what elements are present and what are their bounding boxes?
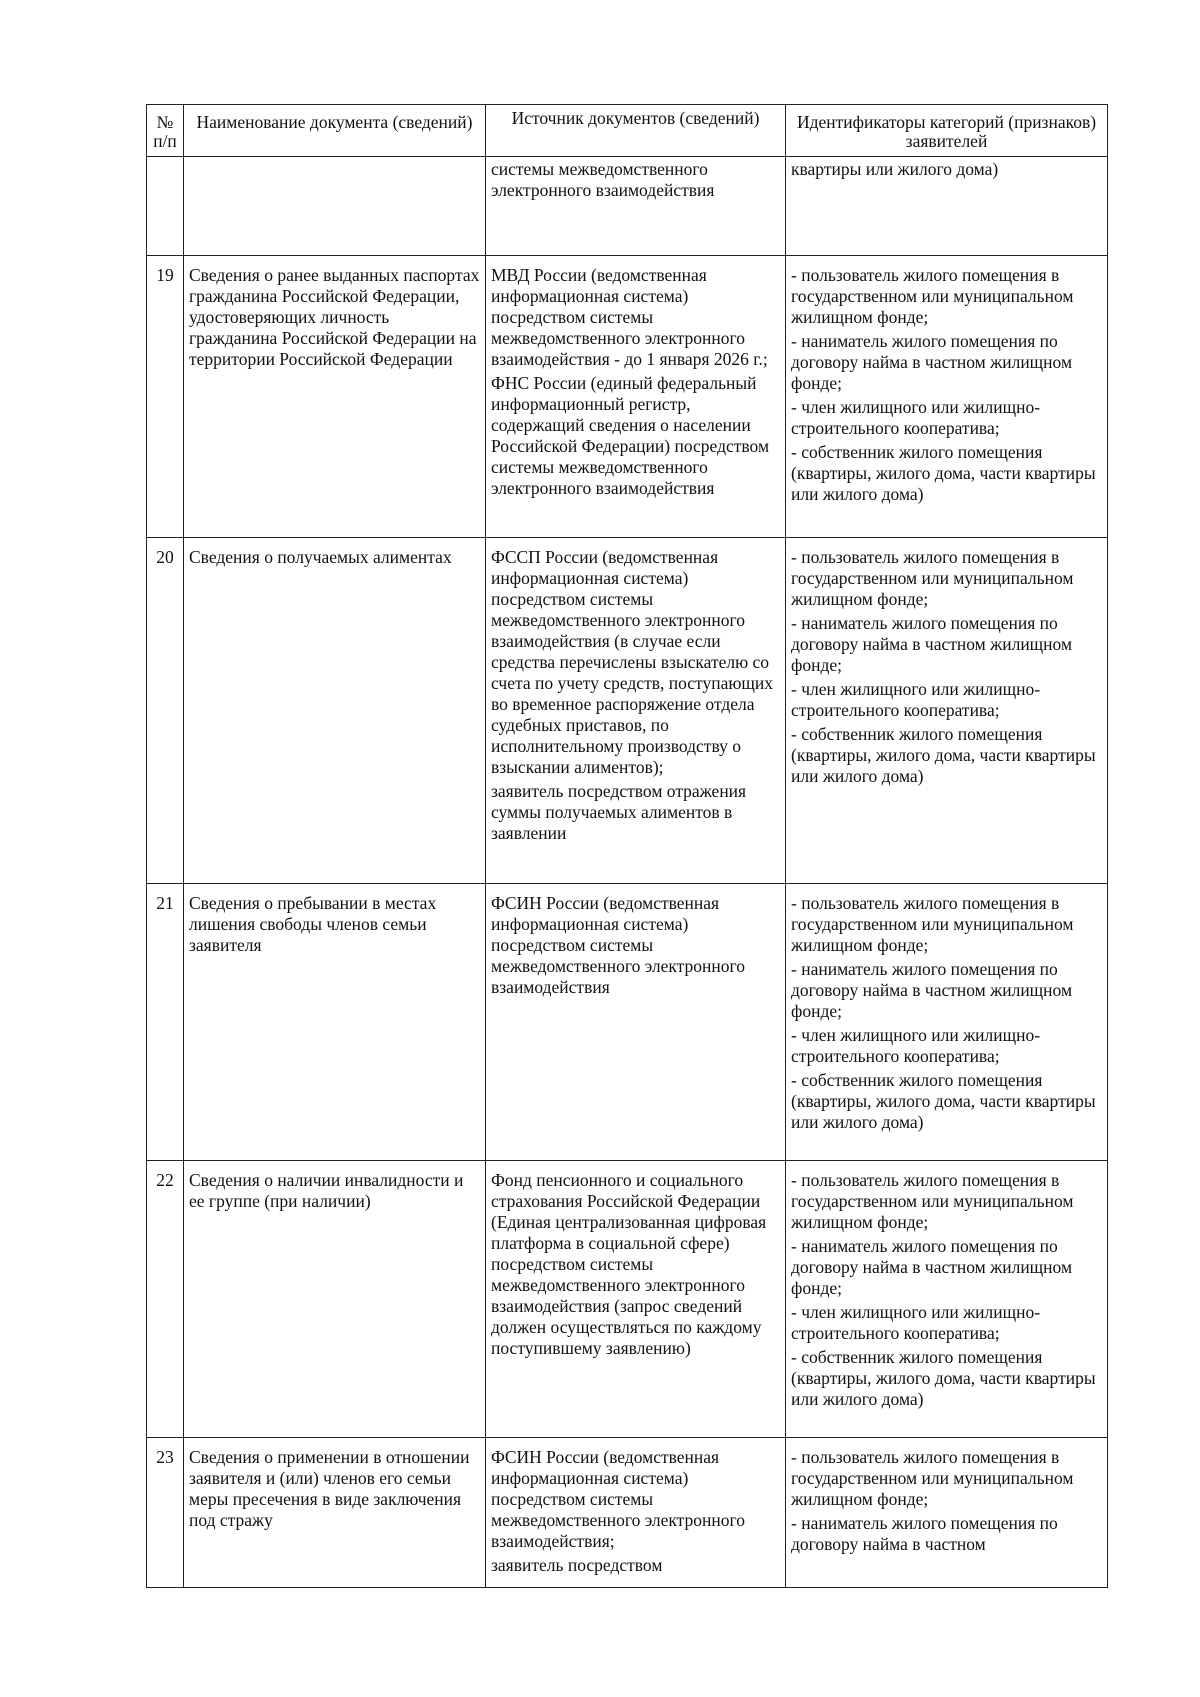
identifier-item: - собственник жилого помещения (квартиры, жилого дома, части квартиры или жилого дома) (791, 1070, 1096, 1132)
identifier-item: - пользователь жилого помещения в государственном или муниципальном жилищном фонде; (791, 893, 1074, 955)
identifiers-cell (786, 1161, 1108, 1438)
continuation-identifiers-cell (786, 157, 1108, 256)
identifier-item: - наниматель жилого помещения по договору найма в частном жилищном фонде; (791, 959, 1073, 1021)
source-paragraph: ФССП России (ведомственная информационная система) посредством системы межведомственного электронного взаимодействия (в случае если средства перечислены взыскателю со счета по учету средств, поступающих во временное распоряжение отдела судебных приставов, по исполнительному производству о взыскании алиментов); (491, 547, 774, 777)
table-row (147, 1161, 1108, 1438)
source-cell (486, 256, 786, 538)
continuation-number-cell (147, 157, 184, 256)
source-cell (486, 884, 786, 1161)
continuation-source-cell (486, 157, 786, 256)
document-name-cell: Сведения о пребывании в местах лишения свободы членов семьи заявителя (184, 884, 486, 1161)
document-name-cell: Сведения о ранее выданных паспортах гражданина Российской Федерации, удостоверяющих личность гражданина Российской Федерации на территории Российской Федерации (184, 256, 486, 538)
identifier-item: - член жилищного или жилищно-строительного кооператива; (791, 1025, 1041, 1066)
identifier-item: - член жилищного или жилищно-строительного кооператива; (791, 679, 1041, 720)
source-cell (486, 538, 786, 884)
identifier-item: - пользователь жилого помещения в государственном или муниципальном жилищном фонде; (791, 265, 1074, 327)
source-cell (486, 1438, 786, 1588)
row-number: 22 (147, 1161, 184, 1438)
identifier-item: - собственник жилого помещения (квартиры, жилого дома, части квартиры или жилого дома) (791, 1347, 1096, 1409)
document-name-cell: Сведения о получаемых алиментах (184, 538, 486, 884)
source-paragraph: ФНС России (единый федеральный информационный регистр, содержащий сведения о населении Российской Федерации) посредством системы межведомственного электронного взаимодействия (491, 373, 770, 498)
identifier-item: - пользователь жилого помещения в государственном или муниципальном жилищном фонде; (791, 1447, 1074, 1509)
row-number: 20 (147, 538, 184, 884)
source-paragraph: заявитель посредством отражения суммы получаемых алиментов в заявлении (491, 781, 747, 843)
header-document-name: Наименование документа (сведений) (184, 105, 486, 157)
source-paragraph: МВД России (ведомственная информационная система) посредством системы межведомственного электронного взаимодействия - до 1 января 2026 г.; (491, 265, 768, 369)
identifiers-cell (786, 884, 1108, 1161)
row-number: 21 (147, 884, 184, 1161)
table-header-row (147, 105, 1108, 157)
identifier-item: - пользователь жилого помещения в государственном или муниципальном жилищном фонде; (791, 547, 1074, 609)
identifier-item: - наниматель жилого помещения по договору найма в частном (791, 1513, 1058, 1554)
row-number: 23 (147, 1438, 184, 1588)
source-paragraph: ФСИН России (ведомственная информационная система) посредством системы межведомственного электронного взаимодействия (491, 893, 746, 997)
header-identifiers: Идентификаторы категорий (признаков) заявителей (786, 105, 1108, 157)
row-number: 19 (147, 256, 184, 538)
identifier-item: - наниматель жилого помещения по договору найма в частном жилищном фонде; (791, 1236, 1073, 1298)
continuation-row (147, 157, 1108, 256)
header-source: Источник документов (сведений) (486, 105, 786, 157)
source-cell (486, 1161, 786, 1438)
source-paragraph: системы межведомственного электронного взаимодействия (491, 159, 715, 200)
document-name-cell: Сведения о применении в отношении заявителя и (или) членов его семьи меры пресечения в виде заключения под стражу (184, 1438, 486, 1588)
source-paragraph: ФСИН России (ведомственная информационная система) посредством системы межведомственного электронного взаимодействия; (491, 1447, 746, 1551)
table-row (147, 256, 1108, 538)
table-row (147, 1438, 1108, 1588)
identifier-item: - пользователь жилого помещения в государственном или муниципальном жилищном фонде; (791, 1170, 1074, 1232)
source-paragraph: Фонд пенсионного и социального страхования Российской Федерации (Единая централизованная цифровая платформа в социальной сфере) посредством системы межведомственного электронного взаимодействия (запрос сведений должен осуществляться по каждому поступившему заявлению) (491, 1170, 767, 1358)
identifier-item: - собственник жилого помещения (квартиры, жилого дома, части квартиры или жилого дома) (791, 724, 1096, 786)
identifier-item: - член жилищного или жилищно-строительного кооператива; (791, 1302, 1041, 1343)
table-row (147, 538, 1108, 884)
identifier-item: - наниматель жилого помещения по договору найма в частном жилищном фонде; (791, 331, 1073, 393)
identifier-item: квартиры или жилого дома) (791, 159, 999, 179)
identifiers-cell (786, 538, 1108, 884)
identifiers-cell (786, 256, 1108, 538)
identifier-item: - наниматель жилого помещения по договору найма в частном жилищном фонде; (791, 613, 1073, 675)
table-row (147, 884, 1108, 1161)
documents-table (146, 104, 1108, 1588)
document-name-cell: Сведения о наличии инвалидности и ее группе (при наличии) (184, 1161, 486, 1438)
continuation-name-cell (184, 157, 486, 256)
identifiers-cell (786, 1438, 1108, 1588)
source-paragraph: заявитель посредством (491, 1555, 663, 1575)
header-number: № п/п (147, 105, 184, 157)
identifier-item: - собственник жилого помещения (квартиры, жилого дома, части квартиры или жилого дома) (791, 442, 1096, 504)
identifier-item: - член жилищного или жилищно-строительного кооператива; (791, 397, 1041, 438)
